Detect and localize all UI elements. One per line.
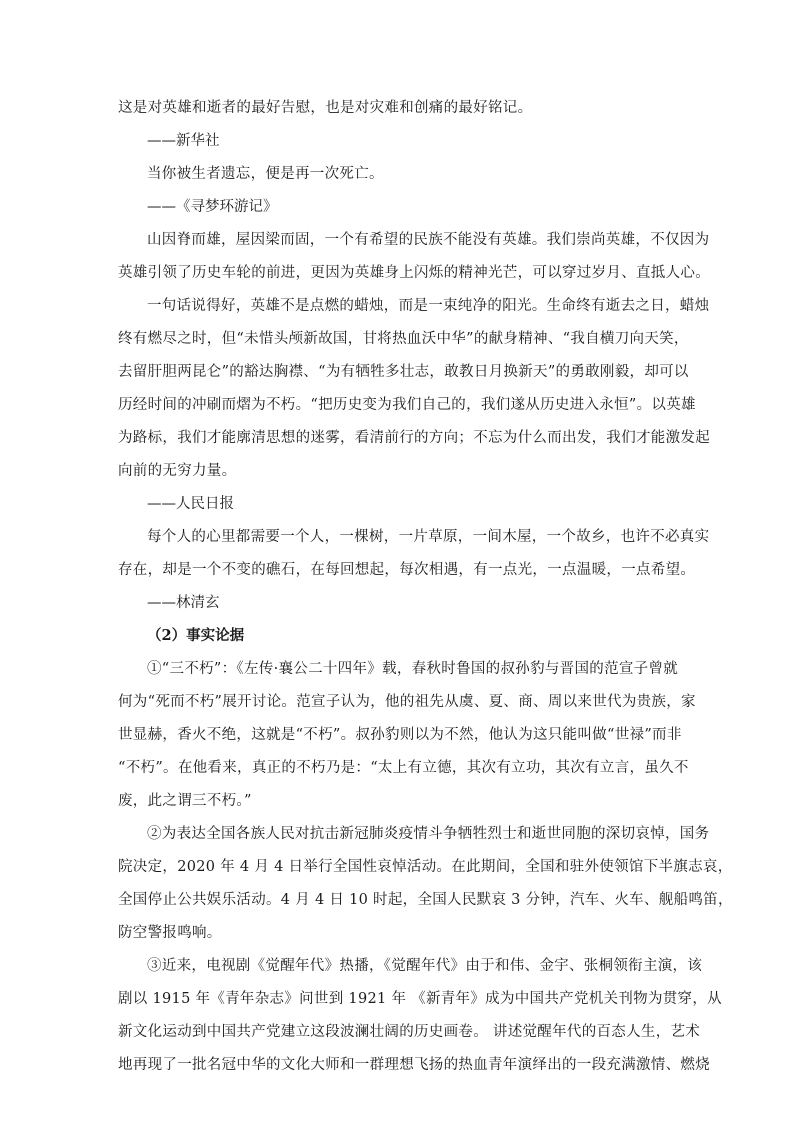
fact-line: 何为“死而不朽”展开讨论。范宣子认为，他的祖先从虞、夏、商、周以来世代为贵族，家	[118, 694, 696, 710]
quote-line: 这是对英雄和逝者的最好告慰，也是对灾难和创痛的最好铭记。	[118, 100, 533, 116]
quote-line: 历经时间的冲刷而熠为不朽。“把历史变为我们自己的，我们遂从历史进入永恒”。以英雄	[118, 397, 696, 413]
quote-line: 山因脊而雄，屋因梁而固，一个有希望的民族不能没有英雄。我们崇尚英雄，不仅因为	[147, 232, 710, 248]
fact-line: 剧以 1915 年《青年杂志》问世到 1921 年 《新青年》成为中国共产党机关刊物为贯穿，从	[118, 991, 722, 1007]
fact-line: 新文化运动到中国共产党建立这段波澜壮阔的历史画卷。 讲述觉醒年代的百态人生，艺术	[118, 1024, 701, 1040]
quote-block	[118, 228, 710, 285]
quote-source-text: ——《寻梦环游记》	[147, 199, 278, 215]
quote-source	[118, 195, 678, 219]
fact-line: 世显赫，香火不绝，这就是“不朽”。叔孙豹则以为不然，他认为这只能叫做“世禄”而非	[118, 727, 682, 743]
quote-block	[118, 96, 678, 120]
quote-source-text: ——人民日报	[147, 496, 234, 512]
fact-line: 院决定，2020 年 4 月 4 日举行全国性哀悼活动。在此期间，全国和驻外使领馆下半旗志哀，	[118, 859, 733, 875]
quote-line: 为路标，我们才能廓清思想的迷雾，看清前行的方向；不忘为什么而出发，我们才能激发起	[118, 430, 710, 446]
quote-line: 向前的无穷力量。	[118, 463, 237, 479]
fact-paragraph	[118, 954, 722, 1077]
fact-paragraph	[118, 657, 696, 813]
quote-source	[118, 129, 678, 153]
section-heading	[118, 624, 678, 648]
fact-line: ②为表达全国各族人民对抗击新冠肺炎疫情斗争牺牲烈士和逝世同胞的深切哀悼，国务	[147, 826, 710, 842]
fact-line: ③近来，电视剧《觉醒年代》热播，《觉醒年代》由于和伟、金宇、张桐领衔主演，该	[147, 958, 703, 974]
quote-line: 去留肝胆两昆仑”的豁达胸襟、“为有牺牲多壮志，敢教日月换新天”的勇敢刚毅，却可以	[118, 364, 689, 380]
quote-block	[118, 162, 678, 186]
quote-line: 一句话说得好，英雄不是点燃的蜡烛，而是一束纯净的阳光。生命终有逝去之日，蜡烛	[147, 298, 710, 314]
fact-line: 防空警报鸣响。	[118, 925, 222, 941]
quote-source-text: ——林清玄	[147, 595, 220, 611]
quote-source	[118, 492, 678, 516]
fact-paragraph	[118, 822, 733, 945]
fact-line: “不朽”。在他看来，真正的不朽乃是：“太上有立德，其次有立功，其次有立言，虽久不	[118, 760, 689, 776]
quote-source	[118, 591, 678, 615]
section-heading-text: （2）事实论据	[147, 627, 245, 644]
fact-line: 废，此之谓三不朽。”	[118, 793, 252, 809]
quote-source-text: ——新华社	[147, 133, 220, 149]
quote-line: 终有燃尽之时，但“未惜头颅新故国，甘将热血沃中华”的献身精神、“我自横刀向天笑，	[118, 331, 689, 347]
quote-line: 每个人的心里都需要一个人，一棵树，一片草原，一间木屋，一个故乡，也许不必真实	[147, 529, 710, 545]
quote-block	[118, 525, 710, 582]
fact-line: 地再现了一批名冠中华的文化大师和一群理想飞扬的热血青年演绎出的一段充满激情、燃烧	[118, 1057, 710, 1073]
quote-line: 英雄引领了历史车轮的前进，更因为英雄身上闪烁的精神光芒，可以穿过岁月、直抵人心。	[118, 265, 710, 281]
quote-line: 存在，却是一个不变的礁石，在每回想起，每次相遇，有一点光，一点温暖，一点希望。	[118, 562, 696, 578]
document-page	[118, 96, 733, 1086]
quote-line: 当你被生者遗忘，便是再一次死亡。	[147, 166, 384, 182]
quote-block	[118, 294, 710, 483]
fact-line: ①“三不朽”：《左传·襄公二十四年》载，春秋时鲁国的叔孙豹与晋国的范宣子曾就	[147, 661, 679, 677]
fact-line: 全国停止公共娱乐活动。4 月 4 日 10 时起，全国人民默哀 3 分钟，汽车、火车、舰船鸣笛，	[118, 892, 733, 908]
